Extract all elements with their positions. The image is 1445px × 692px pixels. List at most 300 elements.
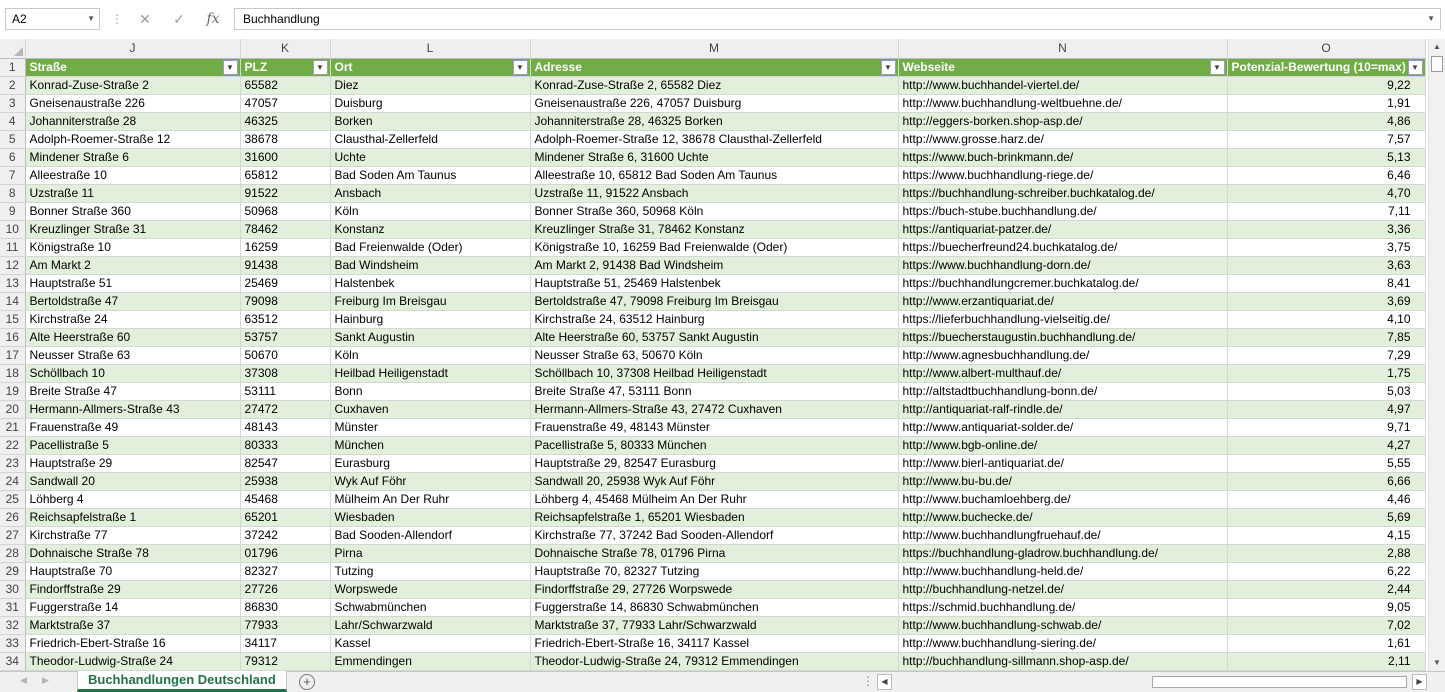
table-row — [0, 148, 1425, 166]
row-header[interactable]: 5 — [0, 130, 25, 148]
horizontal-scrollbar[interactable] — [877, 674, 1427, 690]
table-header-cell[interactable]: Straße ▼ — [25, 58, 240, 76]
cell-adresse[interactable]: Gneisenaustraße 226, 47057 Duisburg — [530, 94, 898, 112]
table-row — [0, 184, 1425, 202]
cell-ort[interactable]: Duisburg — [330, 94, 530, 112]
cell-plz[interactable]: 53111 — [240, 382, 330, 400]
cell-bewertung[interactable]: 5,55 — [1227, 454, 1425, 472]
cell-plz[interactable]: 46325 — [240, 112, 330, 130]
cell-webseite[interactable]: http://www.antiquariat-solder.de/ — [898, 418, 1227, 436]
next-sheet-icon[interactable]: ▶ — [42, 675, 49, 685]
cell-bewertung[interactable]: 2,11 — [1227, 652, 1425, 670]
cell-bewertung[interactable]: 4,97 — [1227, 400, 1425, 418]
cell-ort[interactable]: Freiburg Im Breisgau — [330, 292, 530, 310]
table-row — [0, 526, 1425, 544]
column-header[interactable]: J — [25, 39, 240, 58]
cell-webseite[interactable]: http://www.albert-multhauf.de/ — [898, 364, 1227, 382]
cell-strasse[interactable]: Marktstraße 37 — [25, 616, 240, 634]
cell-bewertung[interactable]: 4,86 — [1227, 112, 1425, 130]
select-all-button[interactable] — [0, 39, 25, 58]
cell-ort[interactable]: Lahr/Schwarzwald — [330, 616, 530, 634]
cell-strasse[interactable]: Hauptstraße 51 — [25, 274, 240, 292]
cell-webseite[interactable]: http://eggers-borken.shop-asp.de/ — [898, 112, 1227, 130]
cell-webseite[interactable]: http://altstadtbuchhandlung-bonn.de/ — [898, 382, 1227, 400]
cell-plz[interactable]: 77933 — [240, 616, 330, 634]
horizontal-scroll-thumb[interactable] — [1152, 676, 1407, 688]
cell-webseite[interactable]: https://antiquariat-patzer.de/ — [898, 220, 1227, 238]
cell-bewertung[interactable]: 3,36 — [1227, 220, 1425, 238]
cell-plz[interactable]: 16259 — [240, 238, 330, 256]
cell-bewertung[interactable]: 6,46 — [1227, 166, 1425, 184]
cell-webseite[interactable]: http://www.buchhandlung-siering.de/ — [898, 634, 1227, 652]
enter-check-icon[interactable]: ✓ — [173, 11, 185, 27]
cell-strasse[interactable]: Adolph-Roemer-Straße 12 — [25, 130, 240, 148]
table-row — [0, 238, 1425, 256]
cell-bewertung[interactable]: 9,71 — [1227, 418, 1425, 436]
cell-bewertung[interactable]: 7,29 — [1227, 346, 1425, 364]
formula-value: Buchhandlung — [243, 12, 320, 26]
cell-bewertung[interactable]: 1,91 — [1227, 94, 1425, 112]
table-row — [0, 364, 1425, 382]
cell-strasse[interactable]: Theodor-Ludwig-Straße 24 — [25, 652, 240, 670]
column-header[interactable]: K — [240, 39, 330, 58]
cell-ort[interactable]: Worpswede — [330, 580, 530, 598]
split-handle-icon[interactable]: ⋮ — [862, 674, 874, 688]
cell-strasse[interactable]: Löhberg 4 — [25, 490, 240, 508]
cell-strasse[interactable]: Kirchstraße 77 — [25, 526, 240, 544]
row-header[interactable]: 22 — [0, 436, 25, 454]
cell-bewertung[interactable]: 2,88 — [1227, 544, 1425, 562]
cell-plz[interactable]: 27472 — [240, 400, 330, 418]
cell-webseite[interactable]: http://www.buchamloehberg.de/ — [898, 490, 1227, 508]
cell-strasse[interactable]: Friedrich-Ebert-Straße 16 — [25, 634, 240, 652]
cell-strasse[interactable]: Alleestraße 10 — [25, 166, 240, 184]
cell-plz[interactable]: 63512 — [240, 310, 330, 328]
cell-adresse[interactable]: Mindener Straße 6, 31600 Uchte — [530, 148, 898, 166]
cell-strasse[interactable]: Hauptstraße 70 — [25, 562, 240, 580]
cell-strasse[interactable]: Kirchstraße 24 — [25, 310, 240, 328]
cell-strasse[interactable]: Bonner Straße 360 — [25, 202, 240, 220]
cell-webseite[interactable]: http://buchhandlung-netzel.de/ — [898, 580, 1227, 598]
cell-webseite[interactable]: https://lieferbuchhandlung-vielseitig.de/ — [898, 310, 1227, 328]
table-row — [0, 94, 1425, 112]
sheet-table — [0, 39, 1426, 671]
cell-plz[interactable]: 65201 — [240, 508, 330, 526]
cell-ort[interactable]: Cuxhaven — [330, 400, 530, 418]
cell-adresse[interactable]: Hauptstraße 29, 82547 Eurasburg — [530, 454, 898, 472]
column-header[interactable]: O — [1227, 39, 1425, 58]
cell-ort[interactable]: Mülheim An Der Ruhr — [330, 490, 530, 508]
cell-adresse[interactable]: Bonner Straße 360, 50968 Köln — [530, 202, 898, 220]
cell-bewertung[interactable]: 3,63 — [1227, 256, 1425, 274]
cell-strasse[interactable]: Uzstraße 11 — [25, 184, 240, 202]
row-header[interactable]: 33 — [0, 634, 25, 652]
cell-plz[interactable]: 65812 — [240, 166, 330, 184]
column-header[interactable]: N — [898, 39, 1227, 58]
cancel-icon[interactable]: ✕ — [139, 11, 151, 27]
cell-adresse[interactable]: Adolph-Roemer-Straße 12, 38678 Clausthal-Zellerfeld — [530, 130, 898, 148]
cell-webseite[interactable]: http://www.grosse.harz.de/ — [898, 130, 1227, 148]
cell-bewertung[interactable]: 2,44 — [1227, 580, 1425, 598]
table-row — [0, 112, 1425, 130]
cell-ort[interactable]: Emmendingen — [330, 652, 530, 670]
cell-ort[interactable]: Kassel — [330, 634, 530, 652]
cell-webseite[interactable]: https://buchhandlung-gladrow.buchhandlung.de/ — [898, 544, 1227, 562]
cell-adresse[interactable]: Konrad-Zuse-Straße 2, 65582 Diez — [530, 76, 898, 94]
insert-function-icon[interactable]: fx — [206, 11, 220, 27]
cell-bewertung[interactable]: 4,46 — [1227, 490, 1425, 508]
cell-adresse[interactable]: Löhberg 4, 45468 Mülheim An Der Ruhr — [530, 490, 898, 508]
cell-bewertung[interactable]: 6,22 — [1227, 562, 1425, 580]
previous-sheet-icon[interactable]: ◀ — [20, 675, 27, 685]
cell-webseite[interactable]: http://www.erzantiquariat.de/ — [898, 292, 1227, 310]
cell-bewertung[interactable]: 5,13 — [1227, 148, 1425, 166]
cell-adresse[interactable]: Findorffstraße 29, 27726 Worpswede — [530, 580, 898, 598]
cell-webseite[interactable]: https://buchhandlungcremer.buchkatalog.de/ — [898, 274, 1227, 292]
cell-strasse[interactable]: Bertoldstraße 47 — [25, 292, 240, 310]
cell-bewertung[interactable]: 7,57 — [1227, 130, 1425, 148]
row-header[interactable]: 32 — [0, 616, 25, 634]
cell-adresse[interactable]: Alte Heerstraße 60, 53757 Sankt Augustin — [530, 328, 898, 346]
table-row — [0, 544, 1425, 562]
cell-adresse[interactable]: Reichsapfelstraße 1, 65201 Wiesbaden — [530, 508, 898, 526]
row-header[interactable]: 24 — [0, 472, 25, 490]
cell-ort[interactable]: Tutzing — [330, 562, 530, 580]
cell-adresse[interactable]: Uzstraße 11, 91522 Ansbach — [530, 184, 898, 202]
cell-webseite[interactable]: http://www.buchhandlung-schwab.de/ — [898, 616, 1227, 634]
cell-adresse[interactable]: Marktstraße 37, 77933 Lahr/Schwarzwald — [530, 616, 898, 634]
filter-dropdown-icon[interactable]: ▼ — [1210, 60, 1225, 75]
cell-plz[interactable]: 50670 — [240, 346, 330, 364]
name-box[interactable] — [5, 8, 100, 30]
cell-webseite[interactable]: http://www.bierl-antiquariat.de/ — [898, 454, 1227, 472]
row-header[interactable]: 17 — [0, 346, 25, 364]
cell-bewertung[interactable]: 8,41 — [1227, 274, 1425, 292]
cell-plz[interactable]: 48143 — [240, 418, 330, 436]
cell-bewertung[interactable]: 1,61 — [1227, 634, 1425, 652]
cell-webseite[interactable]: https://buecherfreund24.buchkatalog.de/ — [898, 238, 1227, 256]
cell-adresse[interactable]: Dohnaische Straße 78, 01796 Pirna — [530, 544, 898, 562]
cell-bewertung[interactable]: 4,27 — [1227, 436, 1425, 454]
cell-plz[interactable]: 27726 — [240, 580, 330, 598]
table-row — [0, 382, 1425, 400]
filter-dropdown-icon[interactable]: ▼ — [313, 60, 328, 75]
cell-strasse[interactable]: Fuggerstraße 14 — [25, 598, 240, 616]
cell-plz[interactable]: 45468 — [240, 490, 330, 508]
row-header[interactable]: 11 — [0, 238, 25, 256]
table-header-cell[interactable]: Adresse ▼ — [530, 58, 898, 76]
filter-dropdown-icon[interactable]: ▼ — [513, 60, 528, 75]
cell-strasse[interactable]: Reichsapfelstraße 1 — [25, 508, 240, 526]
table-row — [0, 130, 1425, 148]
row-header[interactable]: 14 — [0, 292, 25, 310]
cell-webseite[interactable]: http://www.bgb-online.de/ — [898, 436, 1227, 454]
cell-plz[interactable]: 31600 — [240, 148, 330, 166]
cell-plz[interactable]: 37308 — [240, 364, 330, 382]
cell-plz[interactable]: 65582 — [240, 76, 330, 94]
vertical-scroll-thumb[interactable] — [1431, 56, 1443, 72]
table-row — [0, 292, 1425, 310]
table-row — [0, 580, 1425, 598]
cell-plz[interactable]: 79098 — [240, 292, 330, 310]
cell-ort[interactable]: Schwabmünchen — [330, 598, 530, 616]
cell-ort[interactable]: Hainburg — [330, 310, 530, 328]
row-header[interactable]: 19 — [0, 382, 25, 400]
cell-webseite[interactable]: http://www.buchhandlung-weltbuehne.de/ — [898, 94, 1227, 112]
row-header[interactable]: 4 — [0, 112, 25, 130]
cell-adresse[interactable]: Bertoldstraße 47, 79098 Freiburg Im Breisgau — [530, 292, 898, 310]
cell-strasse[interactable]: Hauptstraße 29 — [25, 454, 240, 472]
cell-webseite[interactable]: https://buch-stube.buchhandlung.de/ — [898, 202, 1227, 220]
cell-strasse[interactable]: Gneisenaustraße 226 — [25, 94, 240, 112]
cell-webseite[interactable]: https://www.buchhandlung-riege.de/ — [898, 166, 1227, 184]
cell-ort[interactable]: Eurasburg — [330, 454, 530, 472]
cell-bewertung[interactable]: 5,03 — [1227, 382, 1425, 400]
cell-ort[interactable]: Clausthal-Zellerfeld — [330, 130, 530, 148]
cell-bewertung[interactable]: 7,11 — [1227, 202, 1425, 220]
cell-ort[interactable]: Sankt Augustin — [330, 328, 530, 346]
cell-adresse[interactable]: Theodor-Ludwig-Straße 24, 79312 Emmendingen — [530, 652, 898, 670]
cell-plz[interactable]: 80333 — [240, 436, 330, 454]
chevron-down-icon[interactable]: ▼ — [87, 14, 95, 23]
cell-plz[interactable]: 47057 — [240, 94, 330, 112]
cell-webseite[interactable]: https://www.buchhandlung-dorn.de/ — [898, 256, 1227, 274]
cell-strasse[interactable]: Hermann-Allmers-Straße 43 — [25, 400, 240, 418]
worksheet-grid — [0, 39, 1428, 671]
cell-bewertung[interactable]: 4,10 — [1227, 310, 1425, 328]
sheet-tab-bar — [0, 671, 1445, 692]
cell-ort[interactable]: Münster — [330, 418, 530, 436]
cell-adresse[interactable]: Sandwall 20, 25938 Wyk Auf Föhr — [530, 472, 898, 490]
cell-adresse[interactable]: Fuggerstraße 14, 86830 Schwabmünchen — [530, 598, 898, 616]
cell-ort[interactable]: Uchte — [330, 148, 530, 166]
cell-strasse[interactable]: Frauenstraße 49 — [25, 418, 240, 436]
cell-ort[interactable]: Köln — [330, 202, 530, 220]
table-row — [0, 472, 1425, 490]
row-header[interactable]: 30 — [0, 580, 25, 598]
row-header[interactable]: 21 — [0, 418, 25, 436]
cell-strasse[interactable]: Sandwall 20 — [25, 472, 240, 490]
cell-bewertung[interactable]: 9,05 — [1227, 598, 1425, 616]
plus-circle-icon[interactable]: + — [299, 674, 315, 690]
table-row — [0, 166, 1425, 184]
cell-adresse[interactable]: Hauptstraße 51, 25469 Halstenbek — [530, 274, 898, 292]
cell-ort[interactable]: Ansbach — [330, 184, 530, 202]
row-header[interactable]: 6 — [0, 148, 25, 166]
cell-bewertung[interactable]: 5,69 — [1227, 508, 1425, 526]
cell-adresse[interactable]: Hauptstraße 70, 82327 Tutzing — [530, 562, 898, 580]
row-header[interactable]: 8 — [0, 184, 25, 202]
cell-plz[interactable]: 86830 — [240, 598, 330, 616]
cell-strasse[interactable]: Kreuzlinger Straße 31 — [25, 220, 240, 238]
cell-adresse[interactable]: Friedrich-Ebert-Straße 16, 34117 Kassel — [530, 634, 898, 652]
row-header[interactable]: 27 — [0, 526, 25, 544]
row-header[interactable]: 31 — [0, 598, 25, 616]
cell-adresse[interactable]: Kirchstraße 24, 63512 Hainburg — [530, 310, 898, 328]
cell-bewertung[interactable]: 4,15 — [1227, 526, 1425, 544]
cell-adresse[interactable]: Kreuzlinger Straße 31, 78462 Konstanz — [530, 220, 898, 238]
cell-plz[interactable]: 25938 — [240, 472, 330, 490]
row-header[interactable]: 12 — [0, 256, 25, 274]
cell-plz[interactable]: 53757 — [240, 328, 330, 346]
scroll-right-icon[interactable]: ▶ — [1412, 674, 1427, 690]
table-row — [0, 508, 1425, 526]
cell-strasse[interactable]: Findorffstraße 29 — [25, 580, 240, 598]
row-header[interactable]: 28 — [0, 544, 25, 562]
cell-plz[interactable]: 50968 — [240, 202, 330, 220]
column-header-row — [0, 39, 1425, 58]
table-header-cell[interactable]: Potenzial-Bewertung (10=max) ▼ — [1227, 58, 1425, 76]
cell-ort[interactable]: Bonn — [330, 382, 530, 400]
cell-webseite[interactable]: http://www.buchhandlungfruehauf.de/ — [898, 526, 1227, 544]
row-header[interactable]: 16 — [0, 328, 25, 346]
cell-ort[interactable]: Diez — [330, 76, 530, 94]
cell-strasse[interactable]: Breite Straße 47 — [25, 382, 240, 400]
sheet-tab-buchhandlungen-deutschland[interactable]: Buchhandlungen Deutschland — [77, 671, 287, 692]
cell-bewertung[interactable]: 4,70 — [1227, 184, 1425, 202]
cell-webseite[interactable]: http://antiquariat-ralf-rindle.de/ — [898, 400, 1227, 418]
row-header[interactable]: 26 — [0, 508, 25, 526]
cell-adresse[interactable]: Hermann-Allmers-Straße 43, 27472 Cuxhaven — [530, 400, 898, 418]
cell-ort[interactable]: Bad Sooden-Allendorf — [330, 526, 530, 544]
cell-ort[interactable]: Bad Freienwalde (Oder) — [330, 238, 530, 256]
cell-bewertung[interactable]: 1,75 — [1227, 364, 1425, 382]
cell-strasse[interactable]: Alte Heerstraße 60 — [25, 328, 240, 346]
filter-dropdown-icon[interactable]: ▼ — [223, 60, 238, 75]
cell-bewertung[interactable]: 3,69 — [1227, 292, 1425, 310]
cell-strasse[interactable]: Dohnaische Straße 78 — [25, 544, 240, 562]
cell-strasse[interactable]: Schöllbach 10 — [25, 364, 240, 382]
column-header[interactable]: L — [330, 39, 530, 58]
table-header-cell[interactable]: Ort ▼ — [330, 58, 530, 76]
row-header[interactable]: 10 — [0, 220, 25, 238]
cell-ort[interactable]: Bad Windsheim — [330, 256, 530, 274]
cell-webseite[interactable]: http://www.buchhandel-viertel.de/ — [898, 76, 1227, 94]
cell-adresse[interactable]: Am Markt 2, 91438 Bad Windsheim — [530, 256, 898, 274]
cell-strasse[interactable]: Neusser Straße 63 — [25, 346, 240, 364]
cell-ort[interactable]: Pirna — [330, 544, 530, 562]
row-header[interactable]: 9 — [0, 202, 25, 220]
table-row — [0, 454, 1425, 472]
cell-webseite[interactable]: https://schmid.buchhandlung.de/ — [898, 598, 1227, 616]
cell-bewertung[interactable]: 9,22 — [1227, 76, 1425, 94]
cell-plz[interactable]: 38678 — [240, 130, 330, 148]
table-row — [0, 418, 1425, 436]
scroll-left-icon[interactable]: ◀ — [877, 674, 892, 690]
table-row — [0, 490, 1425, 508]
row-header[interactable]: 7 — [0, 166, 25, 184]
row-header[interactable]: 1 — [0, 58, 25, 76]
cell-adresse[interactable]: Kirchstraße 77, 37242 Bad Sooden-Allendorf — [530, 526, 898, 544]
formula-input[interactable] — [234, 8, 1441, 30]
scroll-up-icon[interactable]: ▲ — [1433, 42, 1441, 51]
cell-adresse[interactable]: Frauenstraße 49, 48143 Münster — [530, 418, 898, 436]
cell-plz[interactable]: 91438 — [240, 256, 330, 274]
cell-webseite[interactable]: https://www.buch-brinkmann.de/ — [898, 148, 1227, 166]
cell-adresse[interactable]: Breite Straße 47, 53111 Bonn — [530, 382, 898, 400]
row-header[interactable]: 2 — [0, 76, 25, 94]
cell-ort[interactable]: Wiesbaden — [330, 508, 530, 526]
row-header[interactable]: 29 — [0, 562, 25, 580]
table-row — [0, 634, 1425, 652]
table-header-row — [0, 58, 1425, 76]
cell-adresse[interactable]: Pacellistraße 5, 80333 München — [530, 436, 898, 454]
cell-adresse[interactable]: Neusser Straße 63, 50670 Köln — [530, 346, 898, 364]
cell-adresse[interactable]: Schöllbach 10, 37308 Heilbad Heiligenstadt — [530, 364, 898, 382]
cell-plz[interactable]: 34117 — [240, 634, 330, 652]
name-box-value: A2 — [12, 12, 27, 26]
vertical-scrollbar[interactable] — [1428, 39, 1445, 671]
cell-webseite[interactable]: http://www.buchhandlung-held.de/ — [898, 562, 1227, 580]
cell-adresse[interactable]: Königstraße 10, 16259 Bad Freienwalde (Oder) — [530, 238, 898, 256]
cell-strasse[interactable]: Pacellistraße 5 — [25, 436, 240, 454]
cell-strasse[interactable]: Mindener Straße 6 — [25, 148, 240, 166]
cell-webseite[interactable]: http://www.agnesbuchhandlung.de/ — [898, 346, 1227, 364]
table-header-cell[interactable]: PLZ ▼ — [240, 58, 330, 76]
cell-plz[interactable]: 25469 — [240, 274, 330, 292]
cell-strasse[interactable]: Am Markt 2 — [25, 256, 240, 274]
table-header-cell[interactable]: Webseite ▼ — [898, 58, 1227, 76]
cell-adresse[interactable]: Alleestraße 10, 65812 Bad Soden Am Taunus — [530, 166, 898, 184]
cell-ort[interactable]: Borken — [330, 112, 530, 130]
cell-webseite[interactable]: https://buchhandlung-schreiber.buchkatalog.de/ — [898, 184, 1227, 202]
row-header[interactable]: 25 — [0, 490, 25, 508]
cell-webseite[interactable]: http://www.bu-bu.de/ — [898, 472, 1227, 490]
cell-ort[interactable]: Konstanz — [330, 220, 530, 238]
cell-plz[interactable]: 78462 — [240, 220, 330, 238]
cell-ort[interactable]: Heilbad Heiligenstadt — [330, 364, 530, 382]
table-row — [0, 562, 1425, 580]
scroll-down-icon[interactable]: ▼ — [1433, 658, 1441, 667]
cell-strasse[interactable]: Königstraße 10 — [25, 238, 240, 256]
row-header[interactable]: 34 — [0, 652, 25, 670]
cell-plz[interactable]: 37242 — [240, 526, 330, 544]
row-header[interactable]: 20 — [0, 400, 25, 418]
cell-ort[interactable]: München — [330, 436, 530, 454]
cell-plz[interactable]: 82547 — [240, 454, 330, 472]
row-header[interactable]: 18 — [0, 364, 25, 382]
cell-bewertung[interactable]: 7,85 — [1227, 328, 1425, 346]
cell-plz[interactable]: 82327 — [240, 562, 330, 580]
cell-strasse[interactable]: Johanniterstraße 28 — [25, 112, 240, 130]
cell-webseite[interactable]: http://buchhandlung-sillmann.shop-asp.de/ — [898, 652, 1227, 670]
cell-ort[interactable]: Bad Soden Am Taunus — [330, 166, 530, 184]
cell-strasse[interactable]: Konrad-Zuse-Straße 2 — [25, 76, 240, 94]
cell-ort[interactable]: Wyk Auf Föhr — [330, 472, 530, 490]
cell-webseite[interactable]: https://buecherstaugustin.buchhandlung.de/ — [898, 328, 1227, 346]
row-header[interactable]: 3 — [0, 94, 25, 112]
cell-adresse[interactable]: Johanniterstraße 28, 46325 Borken — [530, 112, 898, 130]
cell-plz[interactable]: 91522 — [240, 184, 330, 202]
cell-bewertung[interactable]: 6,66 — [1227, 472, 1425, 490]
expand-formula-bar-icon[interactable]: ▼ — [1427, 14, 1435, 23]
filter-dropdown-icon[interactable]: ▼ — [881, 60, 896, 75]
table-row — [0, 400, 1425, 418]
row-header[interactable]: 15 — [0, 310, 25, 328]
row-header[interactable]: 23 — [0, 454, 25, 472]
filter-dropdown-icon[interactable]: ▼ — [1408, 60, 1423, 75]
row-header[interactable]: 13 — [0, 274, 25, 292]
cell-plz[interactable]: 79312 — [240, 652, 330, 670]
cell-ort[interactable]: Köln — [330, 346, 530, 364]
cell-bewertung[interactable]: 3,75 — [1227, 238, 1425, 256]
cell-bewertung[interactable]: 7,02 — [1227, 616, 1425, 634]
cell-webseite[interactable]: http://www.buchecke.de/ — [898, 508, 1227, 526]
table-row — [0, 76, 1425, 94]
cell-ort[interactable]: Halstenbek — [330, 274, 530, 292]
column-header[interactable]: M — [530, 39, 898, 58]
cell-plz[interactable]: 01796 — [240, 544, 330, 562]
